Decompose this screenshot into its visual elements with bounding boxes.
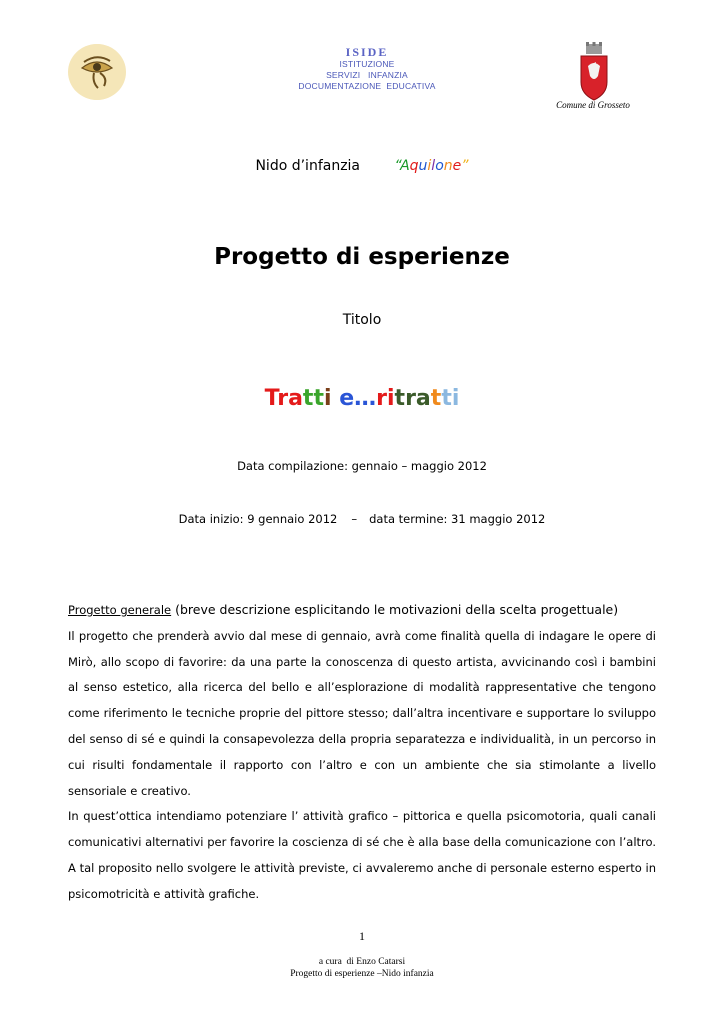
footer — [0, 956, 724, 980]
project-name-letter: t — [302, 386, 314, 411]
page-number: 1 — [359, 929, 365, 943]
project-name-letter: i — [323, 386, 332, 411]
project-name-letter: t — [430, 386, 442, 411]
data-inizio: Data inizio: 9 gennaio 2012 — [178, 512, 338, 526]
comune-label: Comune di Grosseto — [556, 100, 630, 110]
project-name-letter: r — [405, 386, 416, 411]
date-separator: – — [351, 512, 358, 526]
project-name-letter: t — [441, 386, 452, 411]
paragraph: Il progetto che prenderà avvio dal mese di gennaio, avrà come finalità quella di indagare le opere di Mirò, allo scopo di favorire: da una parte la conoscenza di questo artista, avvicinando così i bambini al senso estetico, alla ricerca del bello e all’esplorazione di modalità rappresentative che tengono come riferimento le tecniche proprie del pittore stesso; dall’altra incentivare e supportare lo sviluppo del senso di sé e quindi la consapevolezza della propria separatezza e individualità, in un percorso in cui risulti fondamentale il rapporto con l’altro e con un ambiente che sia stimolante a livello sensoriale e creativo. — [68, 628, 656, 798]
footer-author: a cura di Enzo Catarsi — [318, 957, 406, 967]
org-line: DOCUMENTAZIONE EDUCATIVA — [298, 81, 436, 91]
nido-name — [394, 158, 468, 174]
project-name-letter: r — [376, 386, 387, 411]
project-name-letter: T — [264, 386, 278, 411]
section-title: Progetto generale — [68, 603, 172, 617]
nido-label: Nido d’infanzia — [255, 158, 361, 174]
project-name-letter: a — [288, 386, 303, 411]
progetto-generale-section — [68, 597, 656, 908]
nido-name-letter: n — [443, 158, 453, 174]
org-line: SERVIZI INFANZIA — [326, 70, 408, 80]
nido-name-letter: o — [435, 158, 444, 174]
nido-name-letter: “ — [394, 158, 401, 174]
project-name-letter: i — [451, 386, 460, 411]
project-name-letter: r — [277, 386, 289, 411]
data-compilazione: Data compilazione: gennaio – maggio 2012 — [237, 459, 487, 473]
nido-name-letter: u — [418, 158, 428, 174]
subtitle: Titolo — [342, 312, 382, 328]
project-name-letter: t — [394, 386, 406, 411]
iside-logo — [68, 44, 126, 100]
project-name-letter: i — [386, 386, 395, 411]
project-name-letter: e — [339, 386, 355, 411]
nido-name-letter: q — [409, 158, 419, 174]
org-line: ISTITUZIONE — [339, 59, 395, 69]
project-name-letter: … — [354, 386, 377, 411]
project-name — [0, 386, 724, 411]
project-name-letter: t — [313, 386, 324, 411]
nido-name-letter: i — [427, 158, 432, 174]
iside-header — [262, 46, 472, 92]
nido-name-letter: l — [431, 158, 436, 174]
data-termine: data termine: 31 maggio 2012 — [369, 512, 546, 526]
project-name-letter: a — [415, 386, 431, 411]
paragraph: In quest’ottica intendiamo potenziare l’ attività grafico – pittorica e quella psicomotoria, quali canali comunicativi alternativi per favorire la coscienza di sé che è alla base della comunicazione con l’altro. A tal proposito nello svolgere le attività previste, ci avvaleremo anche di personale esterno esperto in psicomotricità e attività grafiche. — [68, 809, 656, 901]
document-title: Progetto di esperienze — [214, 244, 510, 270]
section-heading — [68, 597, 656, 624]
nido-name-letter: e — [452, 158, 462, 174]
project-dates — [0, 512, 724, 526]
footer-title: Progetto di esperienze –Nido infanzia — [290, 969, 434, 979]
grosseto-crest-icon — [578, 42, 610, 102]
nido-name-letter: ” — [461, 158, 469, 174]
nido-name-letter: A — [400, 158, 410, 174]
org-name: ISIDE — [345, 45, 389, 59]
section-description: (breve descrizione esplicitando le motivazioni della scelta progettuale) — [171, 602, 619, 617]
nido-line — [0, 158, 724, 174]
